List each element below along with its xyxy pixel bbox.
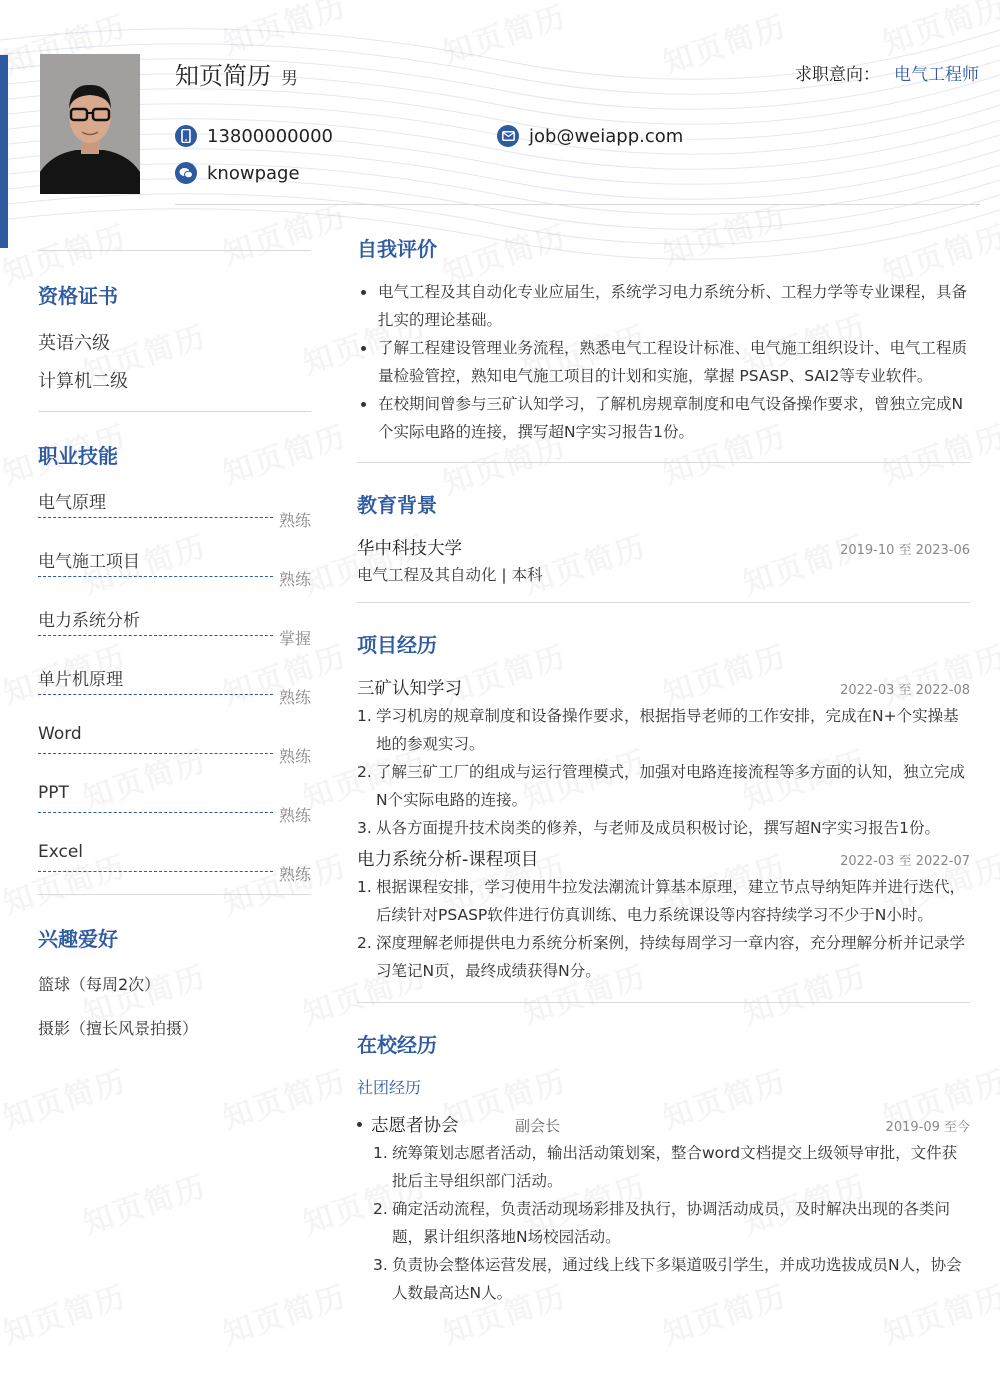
point-text: 负责协会整体运营发展，通过线上线下多渠道吸引学生，并成功选拔成员N人，协会人数最高达N人。 (392, 1256, 962, 1302)
skill-item (38, 665, 311, 724)
project-points (357, 873, 970, 985)
skill-level: 熟练 (278, 511, 311, 530)
skill-name: 电气原理 (38, 493, 106, 513)
project-date: 2022-03 至 2022-07 (840, 854, 970, 869)
skill-name: Excel (38, 842, 84, 862)
list-item: 1. 统筹策划志愿者活动，输出活动策划案，整合word文档提交上级领导审批，文件获批后主导组织部门活动。 (373, 1144, 958, 1190)
section-title-certificates: 资格证书 (38, 284, 118, 308)
campus-role: 副会长 (515, 1117, 561, 1135)
skill-level: 熟练 (278, 806, 311, 825)
skill-item (38, 488, 311, 547)
skill-name: Word (38, 724, 82, 744)
hobby-item: 摄影（擅长风景拍摄） (38, 1019, 199, 1038)
contact-wechat (175, 162, 300, 184)
job-intent-label: 求职意向： (795, 65, 880, 85)
contact-phone (175, 125, 333, 147)
section-title-skills: 职业技能 (38, 444, 118, 468)
project-points (357, 702, 970, 842)
list-item: 在校期间曾参与三矿认知学习，了解机房规章制度和电气设备操作要求，曾独立完成N个实际电路的连接，撰写超N字实习报告1份。 (357, 390, 970, 446)
point-text: 了解三矿工厂的组成与运行管理模式，加强对电路连接流程等多方面的认知，独立完成N个实际电路的连接。 (376, 763, 966, 809)
school-name: 华中科技大学 (357, 539, 462, 559)
point-text: 从各方面提升技术岗类的修养，与老师及成员积极讨论，撰写超N字实习报告1份。 (376, 819, 940, 837)
left-column (38, 250, 311, 1039)
skill-dashed-line (38, 576, 273, 577)
section-title-hobbies: 兴趣爱好 (38, 927, 118, 951)
skill-item (38, 783, 311, 842)
watermark (76, 1161, 211, 1242)
skill-level: 掌握 (278, 629, 311, 648)
phone-number: 13800000000 (207, 125, 333, 147)
skill-dashed-line (38, 635, 273, 636)
list-item: 1. 根据课程安排，学习使用牛拉发法潮流计算基本原理，建立节点导纳矩阵并进行迭代，后续针对PSASP软件进行仿真训练、电力系统课设等内容持续学习不少于N小时。 (357, 878, 966, 924)
campus-subtitle: 社团经历 (357, 1078, 422, 1097)
skill-item (38, 547, 311, 606)
divider (38, 894, 311, 895)
campus-org-row (357, 1112, 970, 1137)
self-eval-list (357, 278, 970, 446)
divider (357, 462, 970, 463)
watermark (0, 1056, 132, 1137)
skill-name: 单片机原理 (38, 670, 123, 690)
point-text: 统筹策划志愿者活动，输出活动策划案，整合word文档提交上级领导审批，文件获批后主导组织部门活动。 (392, 1144, 958, 1190)
watermark (216, 1056, 351, 1137)
job-intent-value: 电气工程师 (894, 65, 979, 85)
skill-dashed-line (38, 871, 273, 872)
skill-dashed-line (38, 753, 273, 754)
right-column (357, 228, 970, 1307)
divider (38, 250, 311, 251)
list-item: 3. 从各方面提升技术岗类的修养，与老师及成员积极讨论，撰写超N字实习报告1份。 (357, 819, 940, 837)
list-item: 2. 了解三矿工厂的组成与运行管理模式，加强对电路连接流程等多方面的认知，独立完成N个实际电路的连接。 (357, 763, 966, 809)
divider (38, 411, 311, 412)
point-text: 根据课程安排，学习使用牛拉发法潮流计算基本原理，建立节点导纳矩阵并进行迭代，后续针对PSASP软件进行仿真训练、电力系统课设等内容持续学习不少于N小时。 (376, 878, 966, 924)
campus-points (357, 1139, 970, 1307)
bullet-dot (357, 1122, 362, 1127)
skill-dashed-line (38, 812, 273, 813)
project-name: 电力系统分析-课程项目 (357, 850, 539, 870)
certificate-item: 计算机二级 (38, 371, 128, 392)
point-text: 确定活动流程，负责活动现场彩排及执行，协调活动成员，及时解决出现的各类问题，累计组织落地N场校园活动。 (392, 1200, 951, 1246)
skill-level: 熟练 (278, 865, 311, 884)
hobby-item: 篮球（每周2次） (38, 975, 161, 994)
avatar-portrait (40, 54, 140, 194)
list-item: 3. 负责协会整体运营发展，通过线上线下多渠道吸引学生，并成功选拔成员N人，协会人数最高达N人。 (373, 1256, 962, 1302)
campus-date: 2019-09 至今 (885, 1120, 970, 1135)
skill-item (38, 724, 311, 783)
phone-icon (175, 125, 197, 147)
section-title-campus: 在校经历 (357, 1033, 437, 1057)
project-header (357, 846, 970, 871)
campus-org-group (357, 1112, 560, 1137)
skill-level: 熟练 (278, 747, 311, 766)
skill-dashed-line (38, 517, 273, 518)
divider (357, 1002, 970, 1003)
job-intent (795, 60, 979, 85)
watermark (216, 1271, 351, 1352)
list-item: 2. 深度理解老师提供电力系统分析案例，持续每周学习一章内容，充分理解分析并记录学习笔记N页，最终成绩获得N分。 (357, 934, 966, 980)
project-date: 2022-03 至 2022-08 (840, 683, 970, 698)
skill-name: PPT (38, 783, 69, 803)
watermark (0, 1271, 132, 1352)
skills-list (38, 488, 311, 894)
wechat-icon (175, 162, 197, 184)
section-title-education: 教育背景 (357, 493, 437, 517)
candidate-gender: 男 (281, 69, 298, 89)
education-row (357, 535, 970, 560)
education-date: 2019-10 至 2023-06 (840, 543, 970, 558)
project-name: 三矿认知学习 (357, 679, 462, 699)
list-item: 2. 确定活动流程，负责活动现场彩排及执行，协调活动成员，及时解决出现的各类问题，累计组织落地N场校园活动。 (373, 1200, 951, 1246)
skill-name: 电力系统分析 (38, 611, 140, 631)
skill-level: 熟练 (278, 570, 311, 589)
candidate-name: 知页简历 (175, 62, 271, 90)
campus-org: 志愿者协会 (371, 1116, 459, 1136)
mail-icon (497, 125, 519, 147)
list-item: 了解工程建设管理业务流程，熟悉电气工程设计标准、电气施工组织设计、电气工程质量检验管控，熟知电气施工项目的计划和实施，掌握 PSASP、SAI2等专业软件。 (357, 334, 970, 390)
contact-email (497, 125, 683, 147)
certificate-item: 英语六级 (38, 333, 110, 354)
list-item: 1. 学习机房的规章制度和设备操作要求，根据指导老师的工作安排，完成在N+个实操基地的参观实习。 (357, 707, 959, 753)
skill-item (38, 842, 311, 894)
wechat-id: knowpage (207, 162, 300, 184)
section-title-projects: 项目经历 (357, 633, 437, 657)
section-title-self-eval: 自我评价 (357, 237, 437, 261)
skill-level: 熟练 (278, 688, 311, 707)
left-accent-bar (0, 55, 8, 248)
project-header (357, 675, 970, 700)
point-text: 深度理解老师提供电力系统分析案例，持续每周学习一章内容，充分理解分析并记录学习笔记N页，最终成绩获得N分。 (376, 934, 966, 980)
list-item: 电气工程及其自动化专业应届生，系统学习电力系统分析、工程力学等专业课程，具备扎实的理论基础。 (357, 278, 970, 334)
education-major: 电气工程及其自动化 | 本科 (357, 566, 543, 584)
skill-item (38, 606, 311, 665)
point-text: 学习机房的规章制度和设备操作要求，根据指导老师的工作安排，完成在N+个实操基地的参观实习。 (376, 707, 959, 753)
skill-dashed-line (38, 694, 273, 695)
skill-name: 电气施工项目 (38, 552, 140, 572)
header-divider (175, 204, 980, 205)
avatar (40, 54, 140, 194)
email-address[interactable]: job@weiapp.com (529, 125, 684, 147)
divider (357, 602, 970, 603)
